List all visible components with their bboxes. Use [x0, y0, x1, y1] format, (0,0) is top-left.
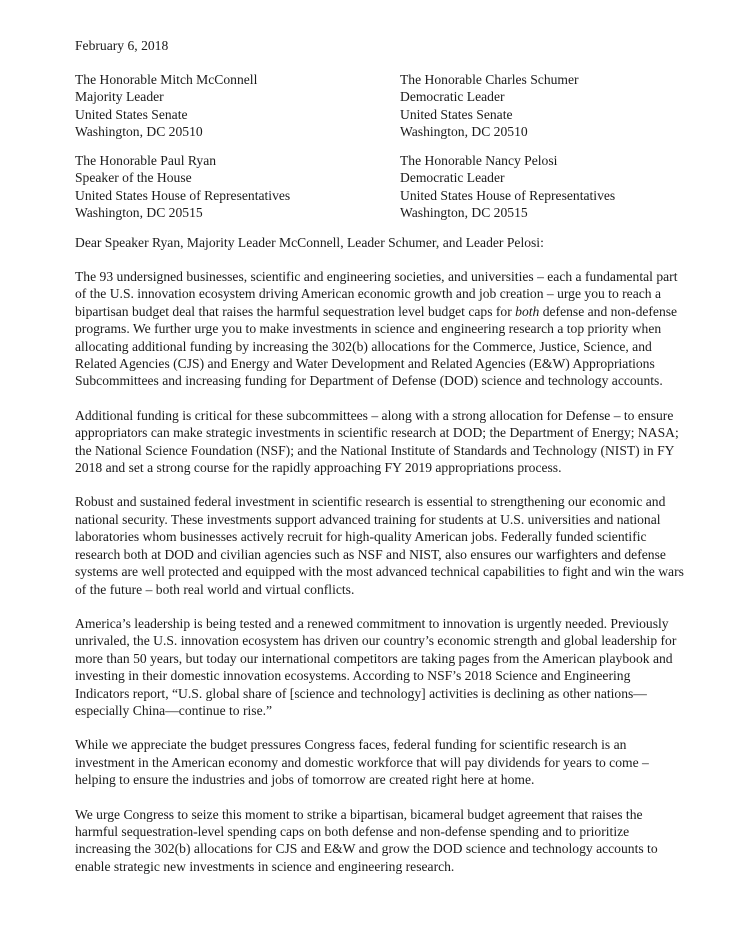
recipient-address-pelosi	[400, 152, 690, 222]
recipient-name: The Honorable Paul Ryan	[75, 153, 217, 168]
recipient-title: Speaker of the House	[75, 170, 192, 186]
paragraph-federal-investment: Robust and sustained federal investment in scientific research is essential to strengthening our economic and national security. These investments support advanced training for students at U.S. universities and national laboratories whom businesses actively recruit for high-quality American jobs. Federally funded scientific research both at DOD and civilian agencies such as NSF and NIST, also ensures our warfighters and defense systems are well protected and equipped with the most advanced technical capabilities to fight and win the wars of the future – both real world and virtual conflicts.	[75, 494, 684, 597]
recipient-body: United States Senate	[400, 106, 513, 122]
recipient-title: Democratic Leader	[400, 170, 505, 186]
recipient-name: The Honorable Mitch McConnell	[75, 72, 258, 87]
recipient-address-mcconnell	[75, 71, 365, 141]
paragraph-urge-congress: We urge Congress to seize this moment to strike a bipartisan, bicameral budget agreement that raises the harmful sequestration-level spending caps on both defense and non-defense spending and to prioritize increasing the 302(b) allocations for CJS and E&W and grow the DOD science and technology accounts to enable strategic new investments in science and engineering research.	[75, 806, 658, 874]
recipient-city: Washington, DC 20515	[400, 205, 528, 221]
recipient-name: The Honorable Nancy Pelosi	[400, 153, 558, 168]
paragraph-additional-funding: Additional funding is critical for these subcommittees – along with a strong allocation for Defense – to ensure appropriators can make strategic investments in scientific research at DOD; the Department of Energy; NASA; the National Science Foundation (NSF); and the National Institute of Standards and Technology (NIST) in FY 2018 and set a strong course for the rapidly approaching FY 2019 appropriations process.	[75, 407, 679, 476]
salutation: Dear Speaker Ryan, Majority Leader McConnell, Leader Schumer, and Leader Pelosi:	[75, 235, 544, 250]
recipient-city: Washington, DC 20515	[75, 205, 203, 221]
recipient-name: The Honorable Charles Schumer	[400, 72, 579, 87]
recipient-city: Washington, DC 20510	[400, 124, 528, 140]
recipient-body: United States House of Representatives	[75, 187, 291, 203]
emphasis-both: both	[515, 303, 540, 319]
recipient-address-ryan	[75, 152, 365, 222]
paragraph-leadership: America’s leadership is being tested and a renewed commitment to innovation is urgently needed. Previously unrivaled, the U.S. innovation ecosystem has driven our country’s economic strength and global leadership for more than 50 years, but today our international competitors are taking pages from the American playbook and investing in their domestic innovation ecosystems. According to NSF’s 2018 Science and Engineering Indicators report, “U.S. global share of [science and technology] activities is declining as other nations—especially China—continue to rise.”	[75, 615, 677, 718]
recipient-title: Majority Leader	[75, 89, 164, 105]
letter-body	[75, 268, 687, 892]
letter-date: February 6, 2018	[75, 38, 169, 53]
recipient-body: United States Senate	[75, 106, 188, 122]
recipient-body: United States House of Representatives	[400, 187, 616, 203]
recipient-title: Democratic Leader	[400, 89, 505, 105]
recipient-city: Washington, DC 20510	[75, 124, 203, 140]
paragraph-budget-pressures: While we appreciate the budget pressures Congress faces, federal funding for scientific research is an investment in the American economy and domestic workforce that will pay dividends for years to come – helping to ensure the industries and jobs of tomorrow are created right here at home.	[75, 737, 649, 788]
paragraph-budget-deal: The 93 undersigned businesses, scientific and engineering societies, and universities – each a fundamental part of the U.S. innovation ecosystem driving American economic growth and job creation – urge you to reach a bipartisan budget deal that raises the harmful sequestration level budget caps for both defense and non-defense programs. We further urge you to make investments in science and engineering research a top priority when allocating additional funding by increasing the 302(b) allocations for the Commerce, Justice, Science, and Related Agencies (CJS) and Energy and Water Development and Related Agencies (E&W) Appropriations Subcommittees and increasing funding for Department of Defense (DOD) science and technology accounts.	[75, 269, 678, 389]
recipient-address-schumer	[400, 71, 690, 141]
